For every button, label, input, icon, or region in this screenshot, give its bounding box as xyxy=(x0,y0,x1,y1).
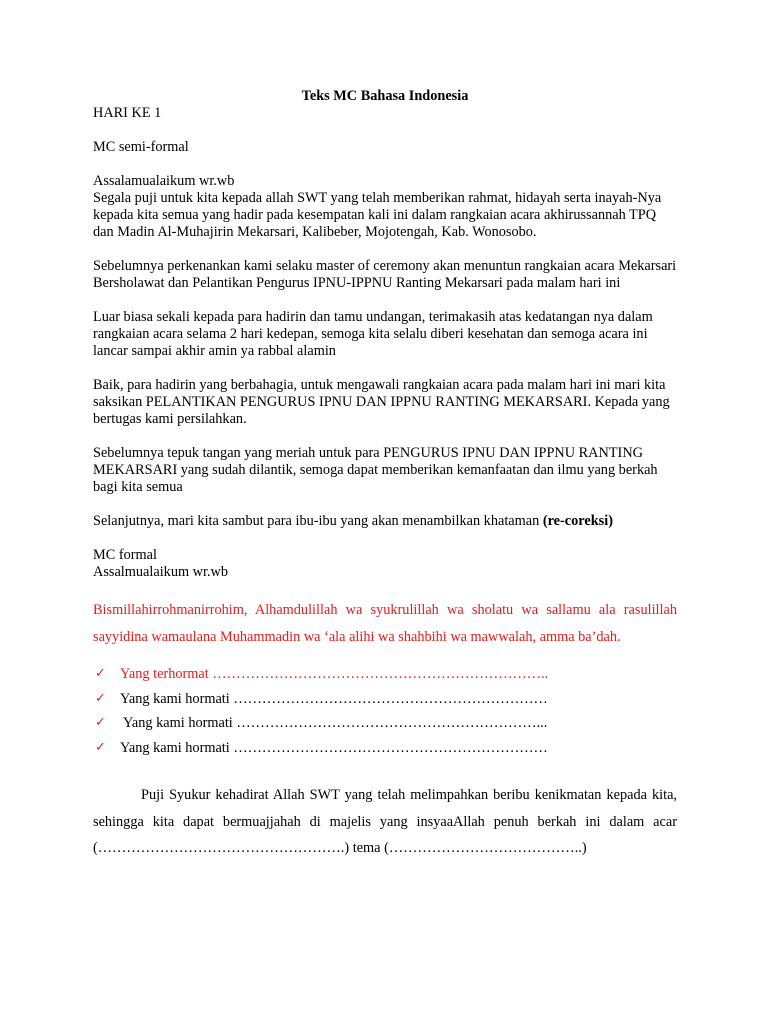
puji-syukur-paragraph: Puji Syukur kehadirat Allah SWT yang telah melimpahkan beribu kenikmatan kepada kita, sehingga kita dapat bermuajjahah di majelis yang insyaaAllah penuh berkah ini dalam acar (…………………………………………….) tema (…………………………………..) xyxy=(93,787,677,856)
paragraph-applause: Sebelumnya tepuk tangan yang meriah untuk para PENGURUS IPNU DAN IPPNU RANTING MEKARSARI yang sudah dilantik, semoga dapat memberikan kemanfaatan dan ilmu yang berkah bagi kita semua xyxy=(93,445,658,495)
check-icon: ✓ xyxy=(95,715,106,730)
check-icon: ✓ xyxy=(95,739,106,755)
checklist-item xyxy=(93,662,677,687)
paragraph-welcome: Luar biasa sekali kepada para hadirin dan tamu undangan, terimakasih atas kedatangan nya dalam rangkaian acara selama 2 hari kedepan, semoga kita selalu diberi kesehatan dan semoga acara ini lancar sampai akhir amin ya rabbal alamin xyxy=(93,309,653,359)
check-icon: ✓ xyxy=(95,666,106,681)
semi-formal-label: MC semi-formal xyxy=(93,139,189,155)
checklist-item xyxy=(93,736,677,761)
paragraph-introduction: Sebelumnya perkenankan kami selaku master of ceremony akan menuntun rangkaian acara Mekarsari Bersholawat dan Pelantikan Pengurus IPNU-IPPNU Ranting Mekarsari pada malam hari ini xyxy=(93,258,677,291)
paragraph-inauguration: Baik, para hadirin yang berbahagia, untuk mengawali rangkaian acara pada malam hari ini mari kita saksikan PELANTIKAN PENGURUS IPNU DAN IPPNU RANTING MEKARSARI. Kepada yang bertugas kami persilahkan. xyxy=(93,377,670,427)
checklist-item-text: Yang terhormat …………………………………………………………….. xyxy=(120,666,549,682)
checklist-item-text: Yang kami hormati ………………………………………………………… xyxy=(120,739,548,756)
document-title: Teks MC Bahasa Indonesia xyxy=(301,88,469,104)
checklist-item xyxy=(93,711,677,736)
paragraph-khataman xyxy=(93,513,677,530)
checklist-item-text: Yang kami hormati ………………………………………………………… xyxy=(120,690,548,707)
document-body xyxy=(93,87,677,862)
formal-greeting: Assalmualaikum wr.wb xyxy=(93,564,229,580)
check-icon: ✓ xyxy=(95,690,106,706)
bismillah-paragraph: Bismillahirrohmanirrohim, Alhamdulillah wa syukrulillah wa sholatu wa sallamu ala rasulillah sayyidina wamaulana Muhammadin wa ‘ala alihi wa shahbihi wa mawwalah, amma ba’dah. xyxy=(93,602,677,645)
paragraph-opening: Segala puji untuk kita kepada allah SWT yang telah memberikan rahmat, hidayah serta inayah-Nya kepada kita semua yang hadir pada kesempatan kali ini dalam rangkaian acara akhirussannah TPQ dan Madin Al-Muhajirin Mekarsari, Kalibeber, Mojotengah, Kab. Wonosobo. xyxy=(93,190,662,240)
formal-label: MC formal xyxy=(93,547,157,563)
greeting-line: Assalamualaikum wr.wb xyxy=(93,173,235,189)
checklist-item-text: Yang kami hormati ………………………………………………………... xyxy=(120,715,548,731)
checklist-item xyxy=(93,687,677,712)
khataman-text: Selanjutnya, mari kita sambut para ibu-ibu yang akan menambilkan khataman xyxy=(93,513,543,529)
khataman-note: (re-coreksi) xyxy=(542,513,613,529)
salutation-checklist xyxy=(93,662,677,760)
day-heading: HARI KE 1 xyxy=(93,105,162,121)
